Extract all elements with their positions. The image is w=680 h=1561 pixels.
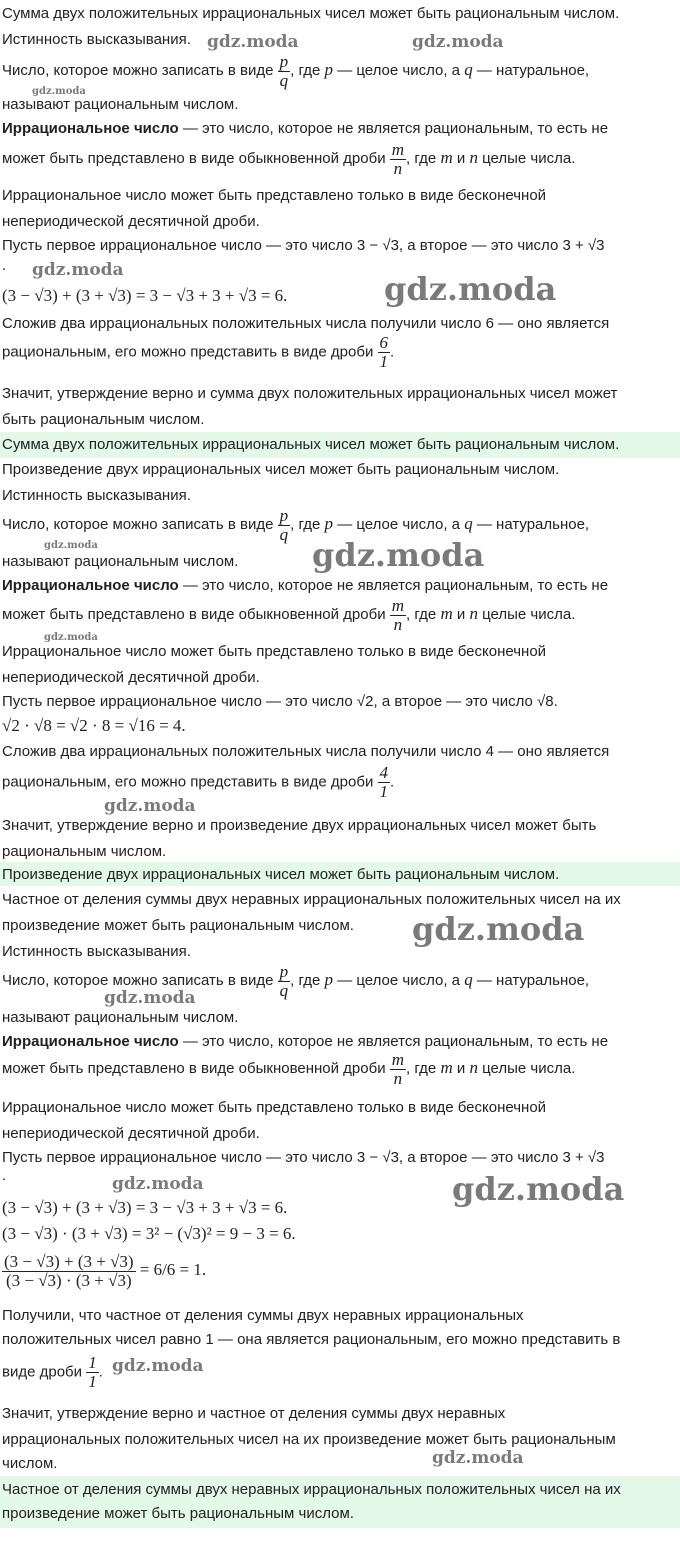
watermark: gdz.moda (384, 270, 557, 308)
s3-equation-2: (3 − √3) · (3 + √3) = 3² − (√3)² = 9 − 3 = 6. (2, 1224, 296, 1243)
s1-definition-end: называют рациональным числом. (2, 96, 239, 113)
s2-irrational-def: Иррациональное число — это число, которое не является рациональным, то есть не (2, 577, 609, 594)
s2-answer: Произведение двух иррациональных чисел может быть рациональным числом. (2, 866, 560, 883)
watermark: gdz.moda (32, 260, 124, 280)
s2-let: Пусть первое иррациональное число — это число √2, а второе — это число √8. (2, 693, 558, 710)
s1-truth: Истинность высказывания. (2, 31, 191, 48)
s3-answer-1: Частное от деления суммы двух неравных иррациональных положительных чисел на их (2, 1481, 621, 1498)
s1-answer: Сумма двух положительных иррациональных чисел может быть рациональным числом. (2, 436, 620, 453)
s1-result-2: рациональным, его можно представить в виде дроби $\frac{6}{1}$ . (2, 333, 395, 371)
s1-irrational-def-2: может быть представлено в виде обыкновенной дроби $\frac{m}{n}$ , где m и n целые числа. (2, 139, 576, 178)
s1-definition: Число, которое можно записать в виде $\frac{p}{q}$ , где p — целое число, а q — натуральное, (2, 51, 590, 90)
s1-result-1: Сложив два иррациональных положительных числа получили число 6 — оно является (2, 315, 610, 332)
s2-definition-end: называют рациональным числом. (2, 553, 239, 570)
watermark: gdz.moda (44, 540, 98, 551)
watermark: gdz.moda (32, 86, 86, 97)
s3-result-1: Получили, что частное от деления суммы двух неравных иррациональных (2, 1307, 524, 1324)
s3-answer-2: произведение может быть рациональным числом. (2, 1505, 354, 1522)
s1-dot: . (2, 257, 7, 274)
watermark: gdz.moda (432, 1448, 524, 1468)
watermark: gdz.moda (412, 32, 504, 52)
s2-definition: Число, которое можно записать в виде $\frac{p}{q}$ , где p — целое число, а q — натуральное, (2, 505, 590, 544)
s3-definition-end: называют рациональным числом. (2, 1009, 239, 1026)
watermark: gdz.moda (112, 1356, 204, 1376)
s1-decimal-1: Иррациональное число может быть представлено только в виде бесконечной (2, 187, 547, 204)
watermark: gdz.moda (207, 32, 299, 52)
s3-truth: Истинность высказывания. (2, 943, 191, 960)
watermark: gdz.moda (312, 536, 485, 574)
s3-let: Пусть первое иррациональное число — это число 3 − √3, а второе — это число 3 + √3 (2, 1149, 605, 1166)
s2-conclusion-2: рациональным числом. (2, 843, 167, 860)
s3-equation-3: $\frac{(3 - √3) + (3 + √3)}{(3 - √3) \cdot (3 + √3)}$ = 6/6 = 1. (4, 1251, 207, 1290)
s3-dot: . (2, 1167, 7, 1184)
s1-decimal-2: непериодической десятичной дроби. (2, 213, 260, 230)
s3-conclusion-2: иррациональных положительных чисел на их произведение может быть рациональным (2, 1431, 616, 1448)
s3-irrational-def-2: может быть представлено в виде обыкновенной дроби $\frac{m}{n}$ , где m и n целые числа. (2, 1049, 576, 1088)
s3-title-2: произведение может быть рациональным числом. (2, 917, 354, 934)
s3-conclusion-3: числом. (2, 1455, 58, 1472)
s3-result-2: положительных чисел равно 1 — она является рациональным, его можно представить в (2, 1331, 621, 1348)
s2-result-1: Сложив два иррациональных положительных числа получили число 4 — оно является (2, 743, 610, 760)
watermark: gdz.moda (104, 988, 196, 1008)
s2-decimal-2: непериодической десятичной дроби. (2, 669, 260, 686)
s3-irrational-def: Иррациональное число — это число, которое не является рациональным, то есть не (2, 1033, 609, 1050)
s3-definition: Число, которое можно записать в виде $\frac{p}{q}$ , где p — целое число, а q — натуральное, (2, 961, 590, 1000)
s2-conclusion-1: Значит, утверждение верно и произведение двух иррациональных чисел может быть (2, 817, 597, 834)
s1-let: Пусть первое иррациональное число — это число 3 − √3, а второе — это число 3 + √3 (2, 237, 605, 254)
s2-truth: Истинность высказывания. (2, 487, 191, 504)
watermark: gdz.moda (452, 1170, 625, 1208)
s3-decimal-2: непериодической десятичной дроби. (2, 1125, 260, 1142)
s3-decimal-1: Иррациональное число может быть представлено только в виде бесконечной (2, 1099, 547, 1116)
s2-irrational-def-2: может быть представлено в виде обыкновенной дроби $\frac{m}{n}$ , где m и n целые числа. (2, 595, 576, 634)
s3-equation-1: (3 − √3) + (3 + √3) = 3 − √3 + 3 + √3 = 6. (2, 1198, 288, 1217)
s2-result-2: рациональным, его можно представить в виде дроби $\frac{4}{1}$ . (2, 763, 395, 801)
s1-equation: (3 − √3) + (3 + √3) = 3 − √3 + 3 + √3 = 6. (2, 286, 288, 305)
s1-title: Сумма двух положительных иррациональных чисел может быть рациональным числом. (2, 5, 620, 22)
watermark: gdz.moda (44, 632, 98, 643)
watermark: gdz.moda (412, 910, 585, 948)
watermark: gdz.moda (104, 796, 196, 816)
s3-title-1: Частное от деления суммы двух неравных иррациональных положительных чисел на их (2, 891, 621, 908)
s1-conclusion-1: Значит, утверждение верно и сумма двух положительных иррациональных чисел может (2, 385, 618, 402)
watermark: gdz.moda (112, 1174, 204, 1194)
s2-equation: √2 · √8 = √2 · 8 = √16 = 4. (2, 716, 186, 735)
s2-decimal-1: Иррациональное число может быть представлено только в виде бесконечной (2, 643, 547, 660)
s3-conclusion-1: Значит, утверждение верно и частное от деления суммы двух неравных (2, 1405, 506, 1422)
s2-title: Произведение двух иррациональных чисел может быть рациональным числом. (2, 461, 560, 478)
s3-result-3: виде дроби $\frac{1}{1}$ . (2, 1353, 103, 1391)
s1-conclusion-2: быть рациональным числом. (2, 411, 205, 428)
s1-irrational-def: Иррациональное число — это число, которое не является рациональным, то есть не (2, 120, 609, 137)
